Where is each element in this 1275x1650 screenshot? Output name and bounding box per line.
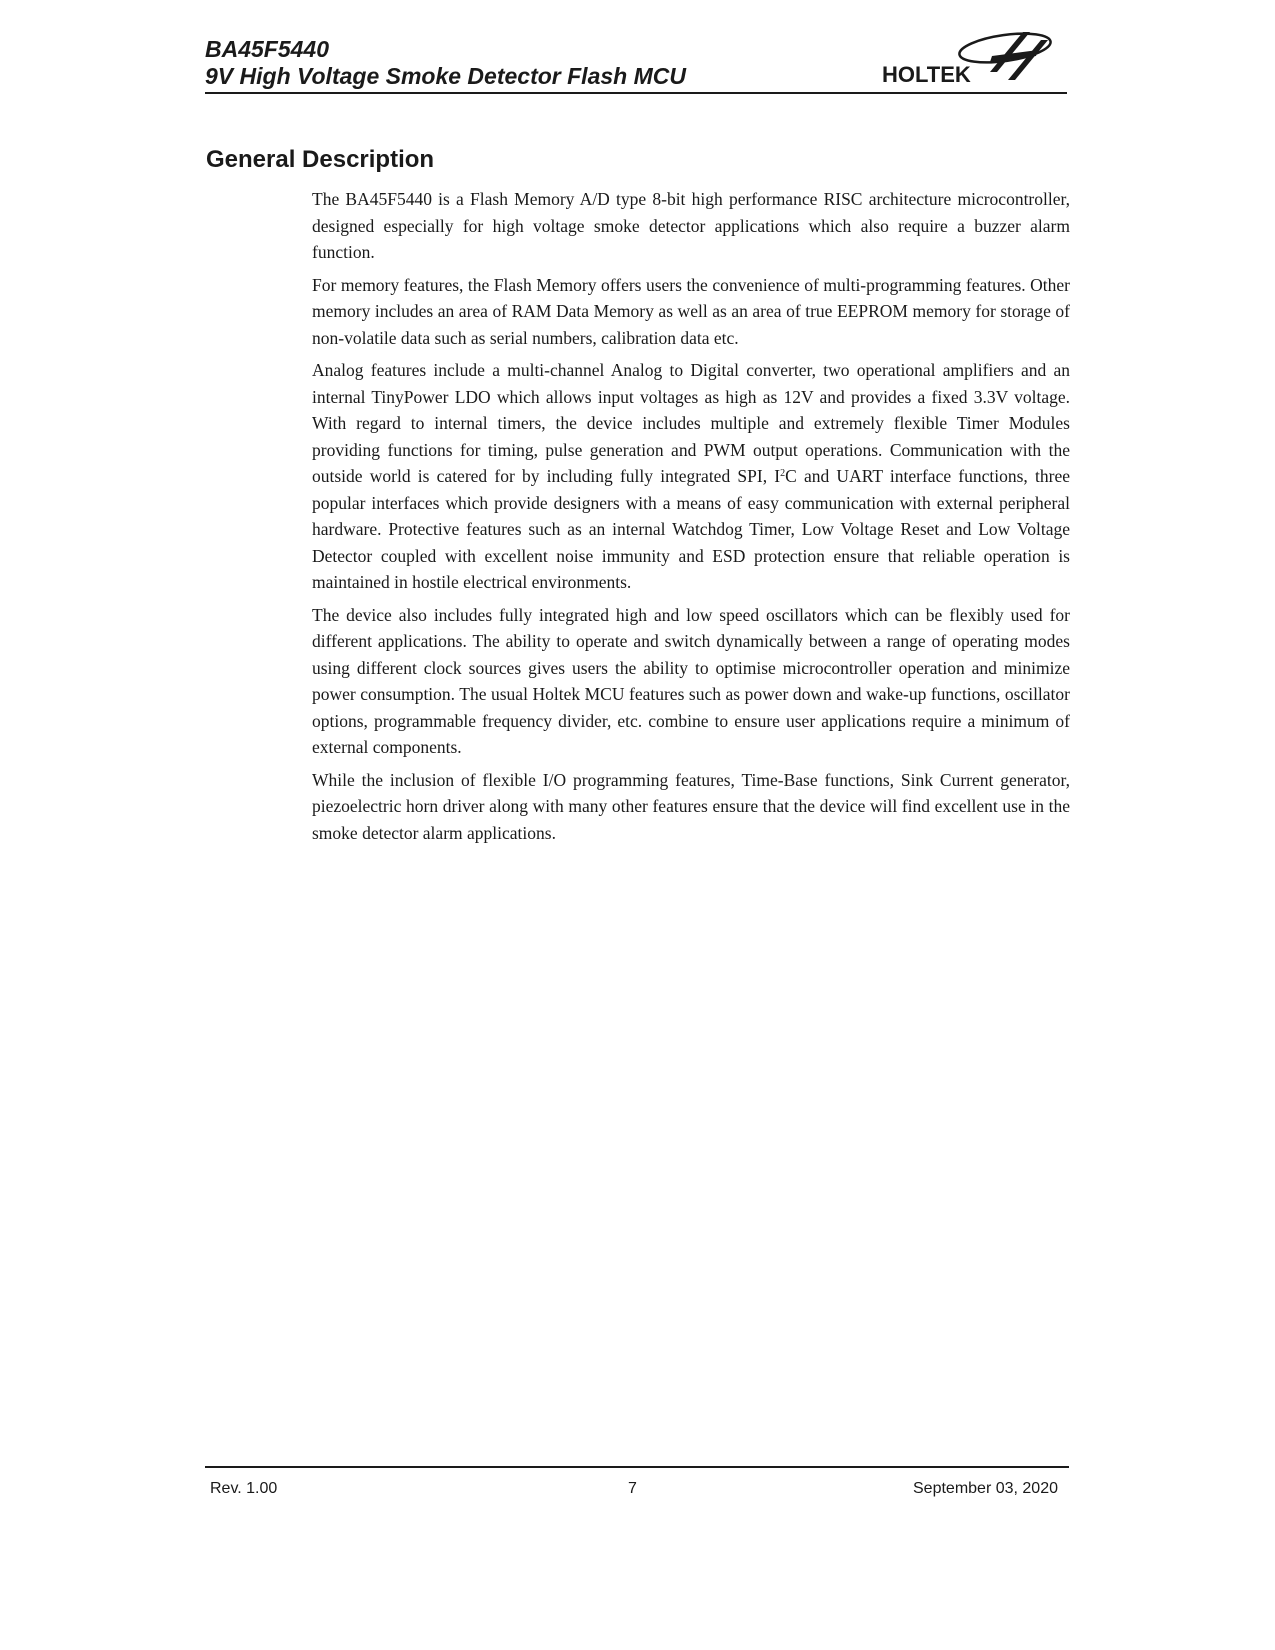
paragraph-3	[312, 357, 1070, 596]
footer-page-number: 7	[628, 1480, 637, 1497]
header-divider	[205, 92, 1067, 94]
paragraph-3-text-after: C and UART interface functions, three popular interfaces which provide designers with a means of easy communication with external peripheral hardware. Protective features such as an internal Watchdog Timer, Low Voltage Reset and Low Voltage Detector coupled with excellent noise immunity and ESD protection ensure that reliable operation is maintained in hostile electrical environments.	[312, 466, 1070, 592]
paragraph-1: The BA45F5440 is a Flash Memory A/D type 8-bit high performance RISC architecture microcontroller, designed especially for high voltage smoke detector applications which also require a buzzer alarm function.	[312, 189, 1070, 262]
paragraph-4: The device also includes fully integrated high and low speed oscillators which can be flexibly used for different applications. The ability to operate and switch dynamically between a range of operating modes using different clock sources gives users the ability to optimise microcontroller operation and minimize power consumption. The usual Holtek MCU features such as power down and wake-up functions, oscillator options, programmable frequency divider, etc. combine to ensure user applications require a minimum of external components.	[312, 604, 1070, 757]
holtek-logo	[880, 26, 1065, 88]
paragraph-3-text-before: Analog features include a multi-channel Analog to Digital converter, two operational amplifiers and an internal TinyPower LDO which allows input voltages as high as 12V and provides a fixed 3.3V voltage. With regard to internal timers, the device includes multiple and extremely flexible Timer Modules providing functions for timing, pulse generation and PWM output operations. Communication with the outside world is catered for by including fully integrated SPI, I	[312, 360, 1070, 486]
description-body	[312, 186, 1070, 852]
paragraph-5: While the inclusion of flexible I/O programming features, Time-Base functions, Sink Current generator, piezoelectric horn driver along with many other features ensure that the device will find excellent use in the smoke detector alarm applications.	[312, 769, 1070, 843]
footer-date: September 03, 2020	[913, 1480, 1058, 1497]
footer-divider	[205, 1466, 1069, 1468]
header-part-number: BA45F5440	[205, 36, 330, 62]
footer-revision: Rev. 1.00	[210, 1480, 278, 1497]
paragraph-2: For memory features, the Flash Memory offers users the convenience of multi-programming features. Other memory includes an area of RAM Data Memory as well as an area of true EEPROM memory for storage of non-volatile data such as serial numbers, calibration data etc.	[312, 274, 1070, 348]
section-heading: General Description	[206, 146, 435, 173]
superscript-2: 2	[780, 468, 786, 479]
logo-text: HOLTEK	[882, 62, 971, 87]
header-title: 9V High Voltage Smoke Detector Flash MCU	[205, 63, 686, 89]
